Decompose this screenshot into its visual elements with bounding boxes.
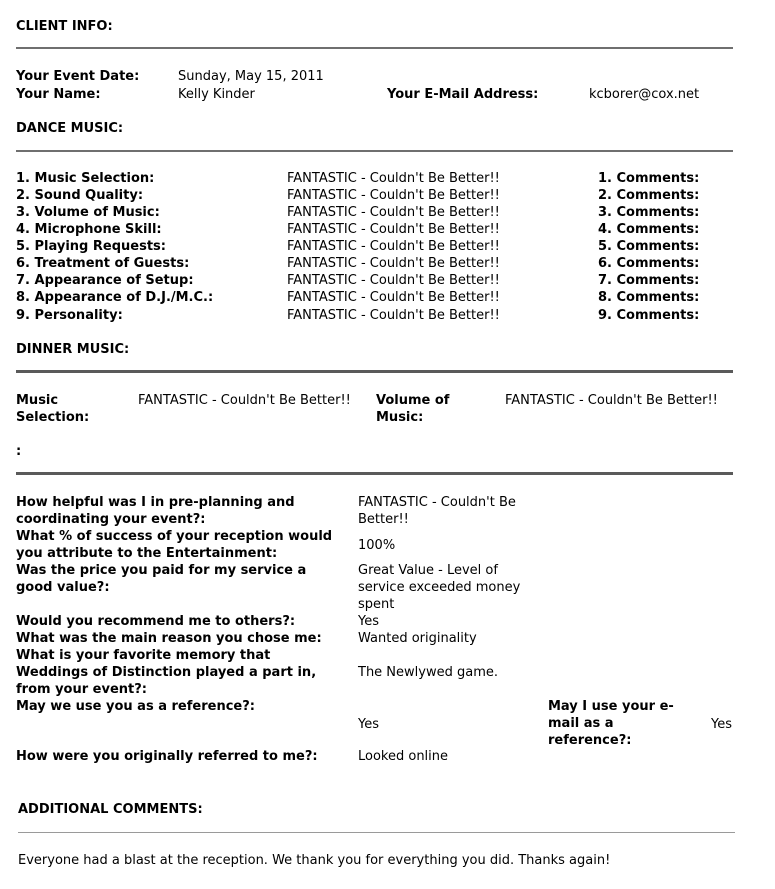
q-price-label: Was the price you paid for my service a good value?: (16, 563, 307, 595)
q-recommend-label: Would you recommend me to others?: (16, 614, 296, 629)
dance-row-label: 9. Personality: (16, 308, 123, 323)
dance-row-value: FANTASTIC - Couldn't Be Better!! (287, 171, 500, 186)
q-memory-label: What is your favorite memory that Weddings of Distinction played a part in, from your event?: (16, 648, 317, 697)
dance-row-label: 8. Appearance of D.J./M.C.: (16, 290, 214, 305)
dance-row-comment: 7. Comments: (598, 273, 700, 288)
dance-row-value: FANTASTIC - Couldn't Be Better!! (287, 188, 500, 203)
email-label: Your E-Mail Address: (387, 87, 539, 102)
dance-row-value: FANTASTIC - Couldn't Be Better!! (287, 273, 500, 288)
dance-row-value: FANTASTIC - Couldn't Be Better!! (287, 239, 500, 254)
q-price-value: Great Value - Level of service exceeded money spent (358, 563, 521, 612)
q-reason-label: What was the main reason you chose me: (16, 631, 322, 646)
dance-row-comment: 2. Comments: (598, 188, 700, 203)
event-date-value: Sunday, May 15, 2011 (178, 69, 324, 84)
dance-row-value: FANTASTIC - Couldn't Be Better!! (287, 308, 500, 323)
name-label: Your Name: (16, 87, 101, 102)
dance-row-value: FANTASTIC - Couldn't Be Better!! (287, 222, 500, 237)
dance-row-comment: 1. Comments: (598, 171, 700, 186)
dance-row-comment: 4. Comments: (598, 222, 700, 237)
dance-row-value: FANTASTIC - Couldn't Be Better!! (287, 205, 500, 220)
dance-row-label: 5. Playing Requests: (16, 239, 166, 254)
q-referral-label: How were you originally referred to me?: (16, 749, 318, 764)
q-reference-label: May we use you as a reference?: (16, 699, 255, 714)
event-date-label: Your Event Date: (16, 69, 140, 84)
q-preplanning-value: FANTASTIC - Couldn't Be Better!! (358, 495, 516, 527)
dance-row-value: FANTASTIC - Couldn't Be Better!! (287, 290, 500, 305)
dance-row-comment: 8. Comments: (598, 290, 700, 305)
dinner-music-heading: DINNER MUSIC: (16, 342, 130, 357)
dance-row-label: 6. Treatment of Guests: (16, 256, 190, 271)
divider (16, 47, 733, 49)
dance-row-label: 1. Music Selection: (16, 171, 155, 186)
dance-row-label: 2. Sound Quality: (16, 188, 144, 203)
divider (16, 370, 733, 373)
dance-row-label: 7. Appearance of Setup: (16, 273, 194, 288)
q-reference-value: Yes (358, 717, 379, 732)
q-recommend-value: Yes (358, 614, 379, 629)
q-email-reference-label: May I use your e-mail as a reference?: (548, 699, 674, 748)
dinner-selection-label: Music Selection: (16, 393, 90, 425)
additional-comments-text: Everyone had a blast at the reception. We thank you for everything you did. Thanks again! (18, 853, 611, 868)
dinner-colon: : (16, 444, 22, 459)
additional-comments-heading: ADDITIONAL COMMENTS: (18, 802, 203, 817)
q-success-label: What % of success of your reception would you attribute to the Entertainment: (16, 529, 333, 561)
name-value: Kelly Kinder (178, 87, 255, 102)
q-success-value: 100% (358, 538, 396, 553)
q-reason-value: Wanted originality (358, 631, 477, 646)
dance-row-label: 4. Microphone Skill: (16, 222, 162, 237)
dinner-selection-value: FANTASTIC - Couldn't Be Better!! (138, 393, 351, 408)
dance-row-value: FANTASTIC - Couldn't Be Better!! (287, 256, 500, 271)
divider (16, 472, 733, 475)
dance-row-comment: 6. Comments: (598, 256, 700, 271)
q-referral-value: Looked online (358, 749, 449, 764)
divider (16, 150, 733, 152)
q-email-reference-value: Yes (711, 717, 732, 732)
dance-row-comment: 5. Comments: (598, 239, 700, 254)
dinner-volume-value: FANTASTIC - Couldn't Be Better!! (505, 393, 718, 408)
divider (18, 832, 735, 833)
q-preplanning-label: How helpful was I in pre-planning and coordinating your event?: (16, 495, 295, 527)
dance-row-comment: 3. Comments: (598, 205, 700, 220)
dance-music-heading: DANCE MUSIC: (16, 121, 124, 136)
dance-row-label: 3. Volume of Music: (16, 205, 160, 220)
dance-row-comment: 9. Comments: (598, 308, 700, 323)
q-memory-value: The Newlywed game. (358, 665, 498, 680)
dinner-volume-label: Volume of Music: (376, 393, 450, 425)
client-info-heading: CLIENT INFO: (16, 19, 113, 34)
email-value: kcborer@cox.net (589, 87, 700, 102)
